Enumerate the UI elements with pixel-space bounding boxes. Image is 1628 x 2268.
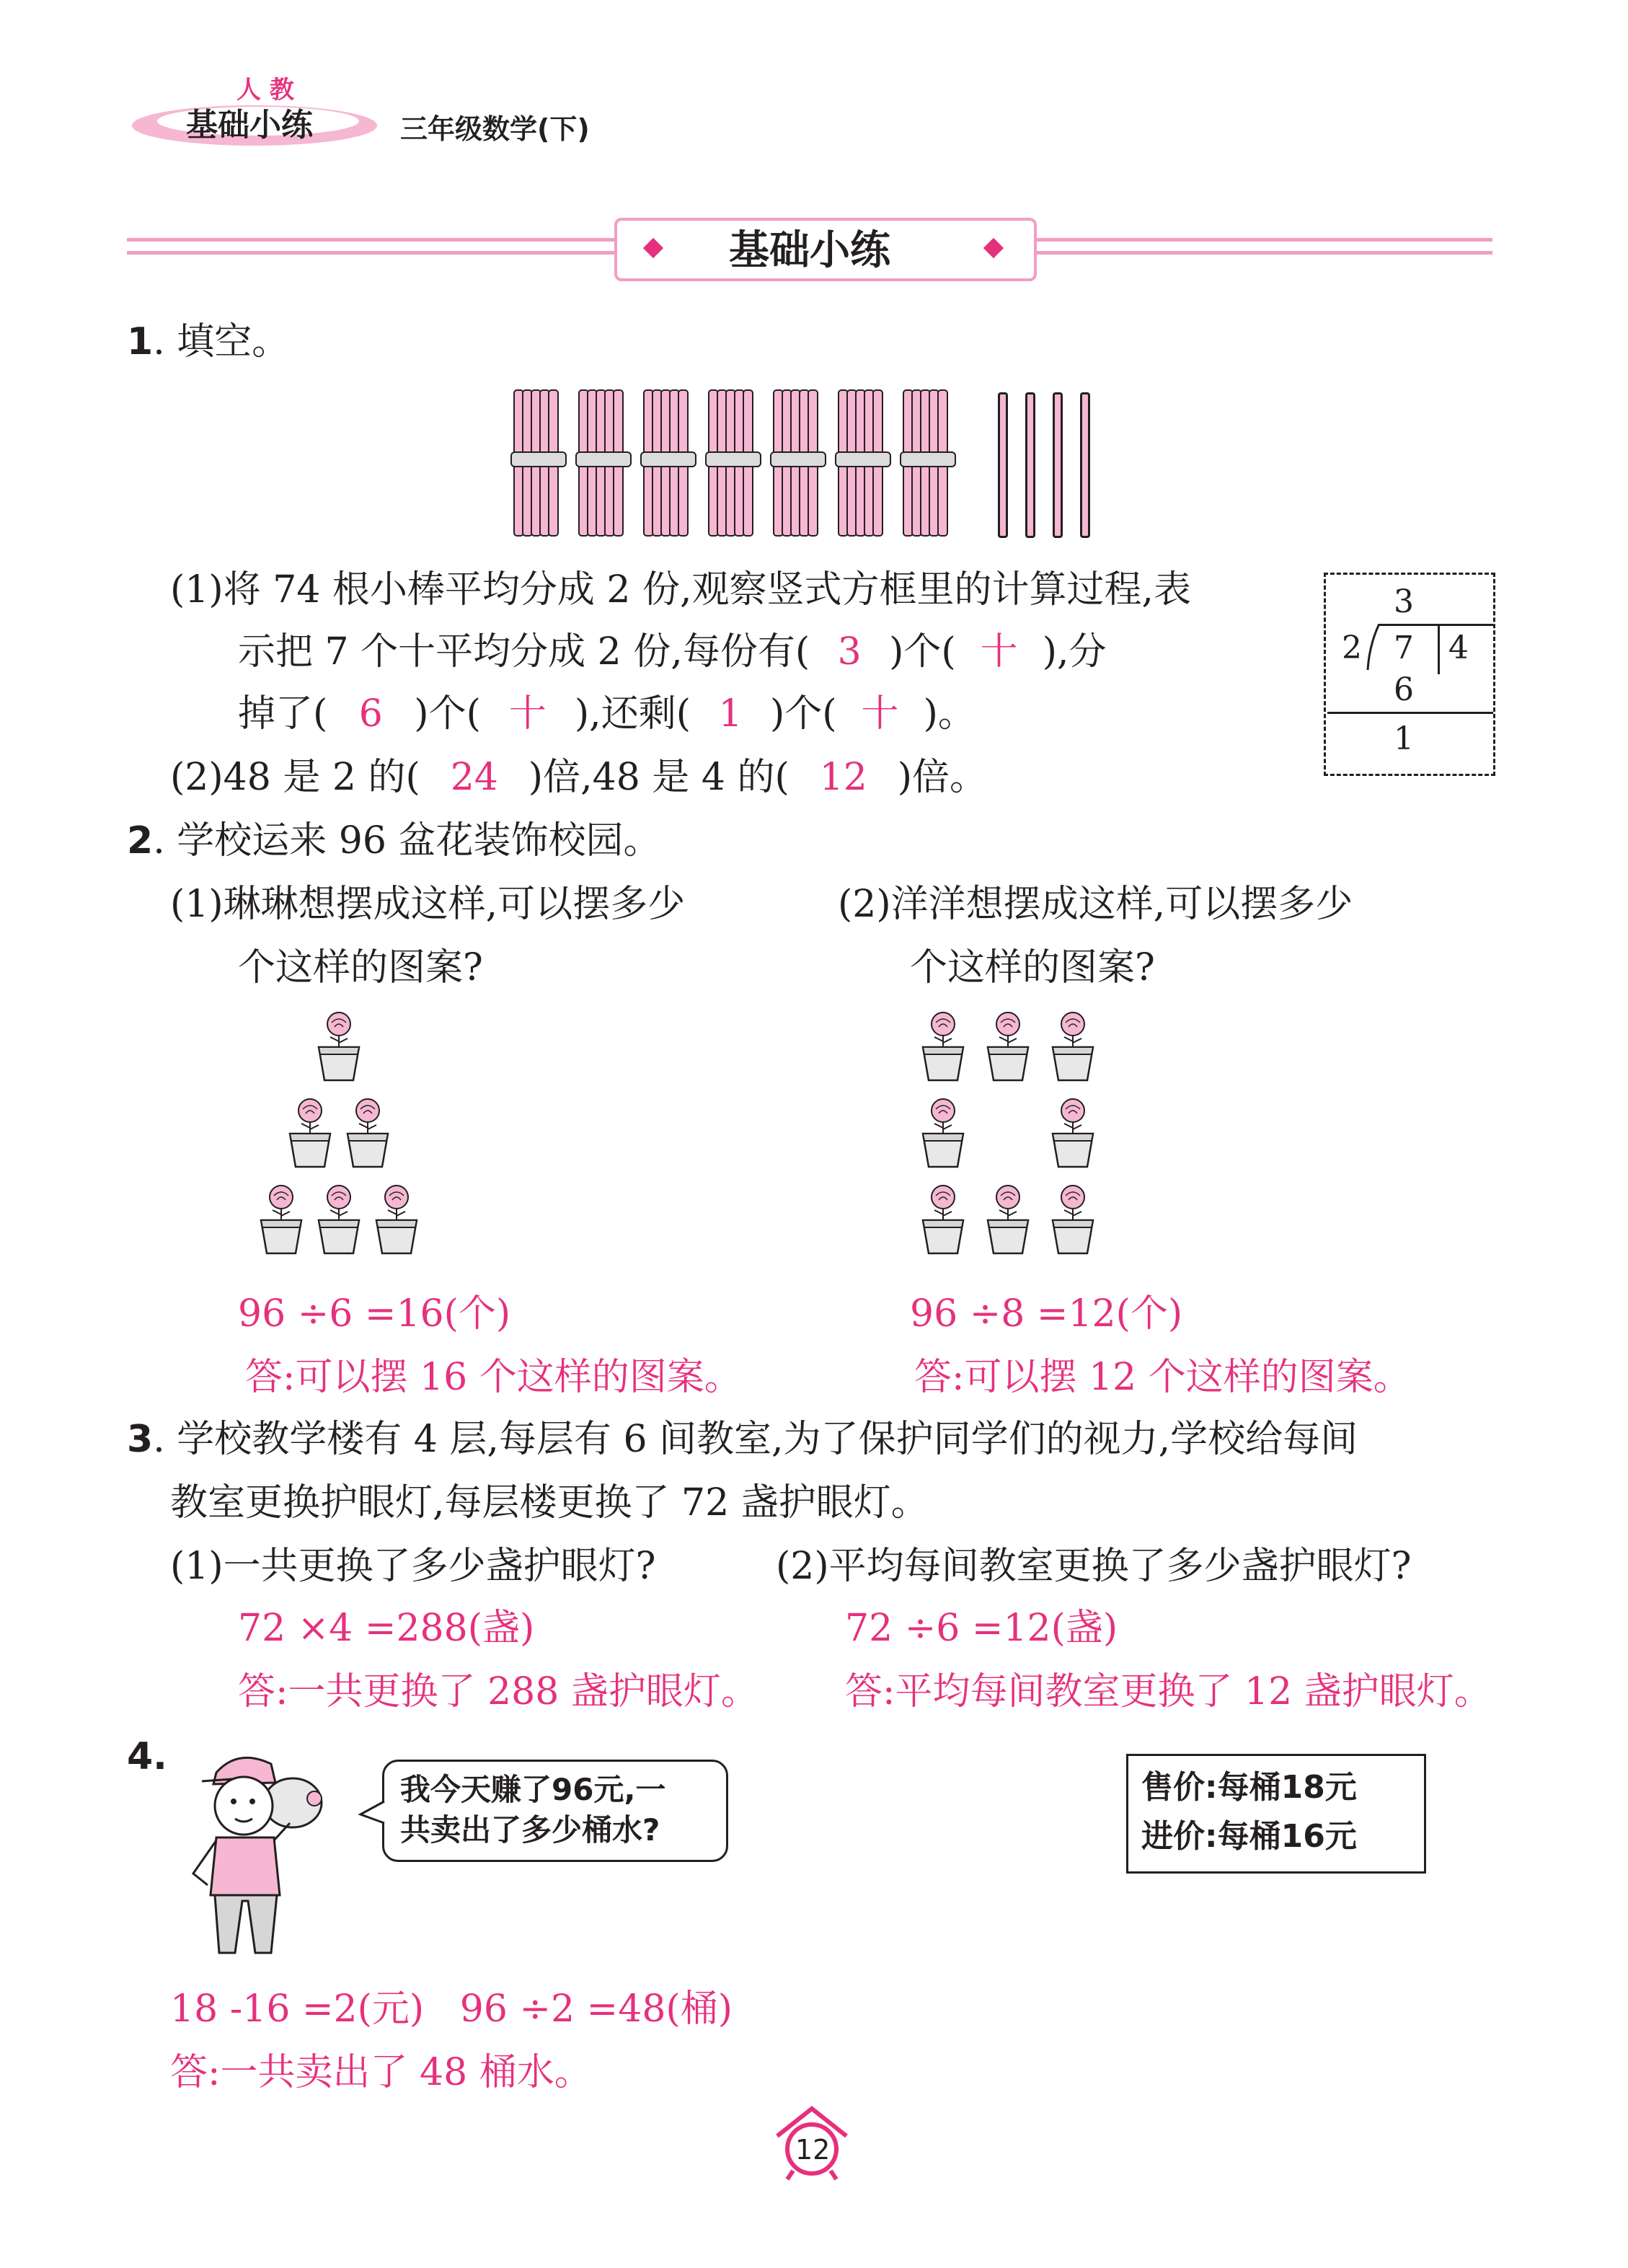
bubble-line2: 共卖出了多少桶水? [400, 1812, 660, 1848]
q2-number: 2 [127, 819, 154, 862]
q1-heading [127, 320, 290, 363]
text: 示把 7 个十平均分成 2 份,每份有( [238, 630, 810, 674]
division-dividend-ones: 4 [1448, 630, 1469, 666]
q3-answer1-text: 答:一共更换了 288 盏护眼灯。 [238, 1670, 758, 1713]
single-stick [1025, 392, 1035, 538]
single-stick [1053, 392, 1063, 538]
speech-bubble [382, 1760, 728, 1862]
q1-part1-line2 [238, 630, 1107, 674]
title-rule-left [127, 238, 617, 242]
q2-part2-line1: (2)洋洋想摆成这样,可以摆多少 [838, 883, 1353, 926]
q1-title: . 填空。 [153, 320, 290, 363]
diamond-icon [643, 238, 663, 258]
q3-part1: (1)一共更换了多少盏护眼灯? [170, 1545, 656, 1588]
stick-bundle [578, 389, 626, 541]
division-product: 6 [1394, 671, 1414, 708]
q3-title-line2: 教室更换护眼灯,每层楼更换了 72 盏护眼灯。 [170, 1481, 929, 1524]
stick-bundle [838, 389, 885, 541]
q3-number: 3 [127, 1418, 154, 1461]
text: )个( [414, 692, 481, 736]
answer: 1 [718, 692, 743, 736]
division-divider [1438, 625, 1440, 674]
long-division-box [1324, 573, 1495, 776]
stick-bundles [513, 389, 1119, 548]
title-rule-left-2 [127, 251, 617, 255]
q2-answer2-calc: 96 ÷8 =12(个) [910, 1292, 1183, 1336]
grade-label: 三年级数学(下) [400, 113, 590, 145]
text: )个( [889, 630, 956, 674]
flower-pot-icon [245, 1010, 433, 1276]
stick-bundle [708, 389, 756, 541]
division-dividend-tens: 7 [1394, 630, 1414, 666]
bubble-line1: 我今天赚了96元,一 [400, 1772, 666, 1807]
title-rule-right [1031, 238, 1492, 242]
q2-title: . 学校运来 96 盆花装饰校园。 [153, 819, 661, 862]
series-top-label: 人 教 [236, 76, 294, 105]
division-divisor: 2 [1342, 630, 1362, 666]
text: )个( [769, 692, 837, 736]
title-rule-right-2 [1031, 251, 1492, 255]
q3-title-line1: . 学校教学楼有 4 层,每层有 6 间教室,为了保护同学们的视力,学校给每间 [153, 1418, 1358, 1461]
flower-triangle-figure [245, 1010, 433, 1276]
answer: 十 [980, 630, 1018, 674]
answer: 3 [837, 630, 862, 674]
q4-answer-text: 答:一共卖出了 48 桶水。 [170, 2051, 592, 2094]
q1-number: 1 [127, 320, 154, 363]
text: )。 [923, 692, 976, 736]
text: ),还剩( [574, 692, 691, 736]
text: 掉了( [238, 692, 328, 736]
text: )倍。 [897, 756, 988, 799]
flower-pot-icon [907, 1010, 1116, 1276]
text: )倍,48 是 4 的( [528, 756, 789, 799]
q2-part1-line2: 个这样的图案? [238, 946, 483, 989]
page-number-badge [771, 2104, 852, 2184]
division-bar [1379, 624, 1493, 626]
answer: 6 [358, 692, 383, 736]
stick-bundle [903, 389, 950, 541]
q1-part1-line3 [238, 692, 976, 736]
section-title-box [614, 218, 1037, 281]
answer: 12 [819, 756, 867, 799]
bubble-tail-icon [358, 1799, 386, 1827]
q2-part2-line2: 个这样的图案? [910, 946, 1155, 989]
single-stick [998, 392, 1008, 538]
q2-answer1-text: 答:可以摆 16 个这样的图案。 [245, 1356, 742, 1399]
q4-number: 4. [127, 1735, 167, 1778]
q3-answer1-calc: 72 ×4 =288(盏) [238, 1607, 535, 1650]
q1-part1-line1: (1)将 74 根小棒平均分成 2 份,观察竖式方框里的计算过程,表 [170, 568, 1192, 612]
price-box [1126, 1754, 1426, 1874]
q2-heading [127, 819, 661, 862]
answer: 十 [861, 692, 899, 736]
q3-answer2-calc: 72 ÷6 =12(盏) [845, 1607, 1118, 1650]
stick-bundle [513, 389, 561, 541]
division-remainder: 1 [1394, 720, 1414, 757]
q1-part2 [170, 756, 988, 799]
q2-answer2-text: 答:可以摆 12 个这样的图案。 [914, 1356, 1411, 1399]
stick-bundle [643, 389, 691, 541]
single-stick [1080, 392, 1090, 538]
q2-part1-line1: (1)琳琳想摆成这样,可以摆多少 [170, 883, 686, 926]
text: (2)48 是 2 的( [170, 756, 420, 799]
division-quotient: 3 [1394, 583, 1414, 620]
section-title: 基础小练 [729, 227, 890, 274]
page-number: 12 [795, 2134, 831, 2166]
boy-illustration [173, 1744, 332, 1960]
division-subtract-bar [1327, 712, 1493, 714]
flower-rectangle-figure [907, 1010, 1116, 1276]
cost-price: 进价:每桶16元 [1141, 1818, 1357, 1855]
answer: 十 [508, 692, 547, 736]
series-logo [128, 72, 381, 151]
division-bracket-icon [1366, 624, 1388, 671]
q3-answer2-text: 答:平均每间教室更换了 12 盏护眼灯。 [845, 1670, 1492, 1713]
q3-part2: (2)平均每间教室更换了多少盏护眼灯? [776, 1545, 1412, 1588]
q3-heading [127, 1418, 1358, 1461]
stick-bundle [773, 389, 820, 541]
q2-answer1-calc: 96 ÷6 =16(个) [238, 1292, 511, 1336]
series-name: 基础小练 [186, 107, 313, 144]
diamond-icon [983, 238, 1004, 258]
boy-with-water-bottle-icon [173, 1744, 332, 1960]
answer: 24 [450, 756, 498, 799]
selling-price: 售价:每桶18元 [1141, 1769, 1357, 1806]
q4-answer-calc: 18 -16 =2(元) 96 ÷2 =48(桶) [170, 1987, 733, 2031]
text: ),分 [1042, 630, 1107, 674]
